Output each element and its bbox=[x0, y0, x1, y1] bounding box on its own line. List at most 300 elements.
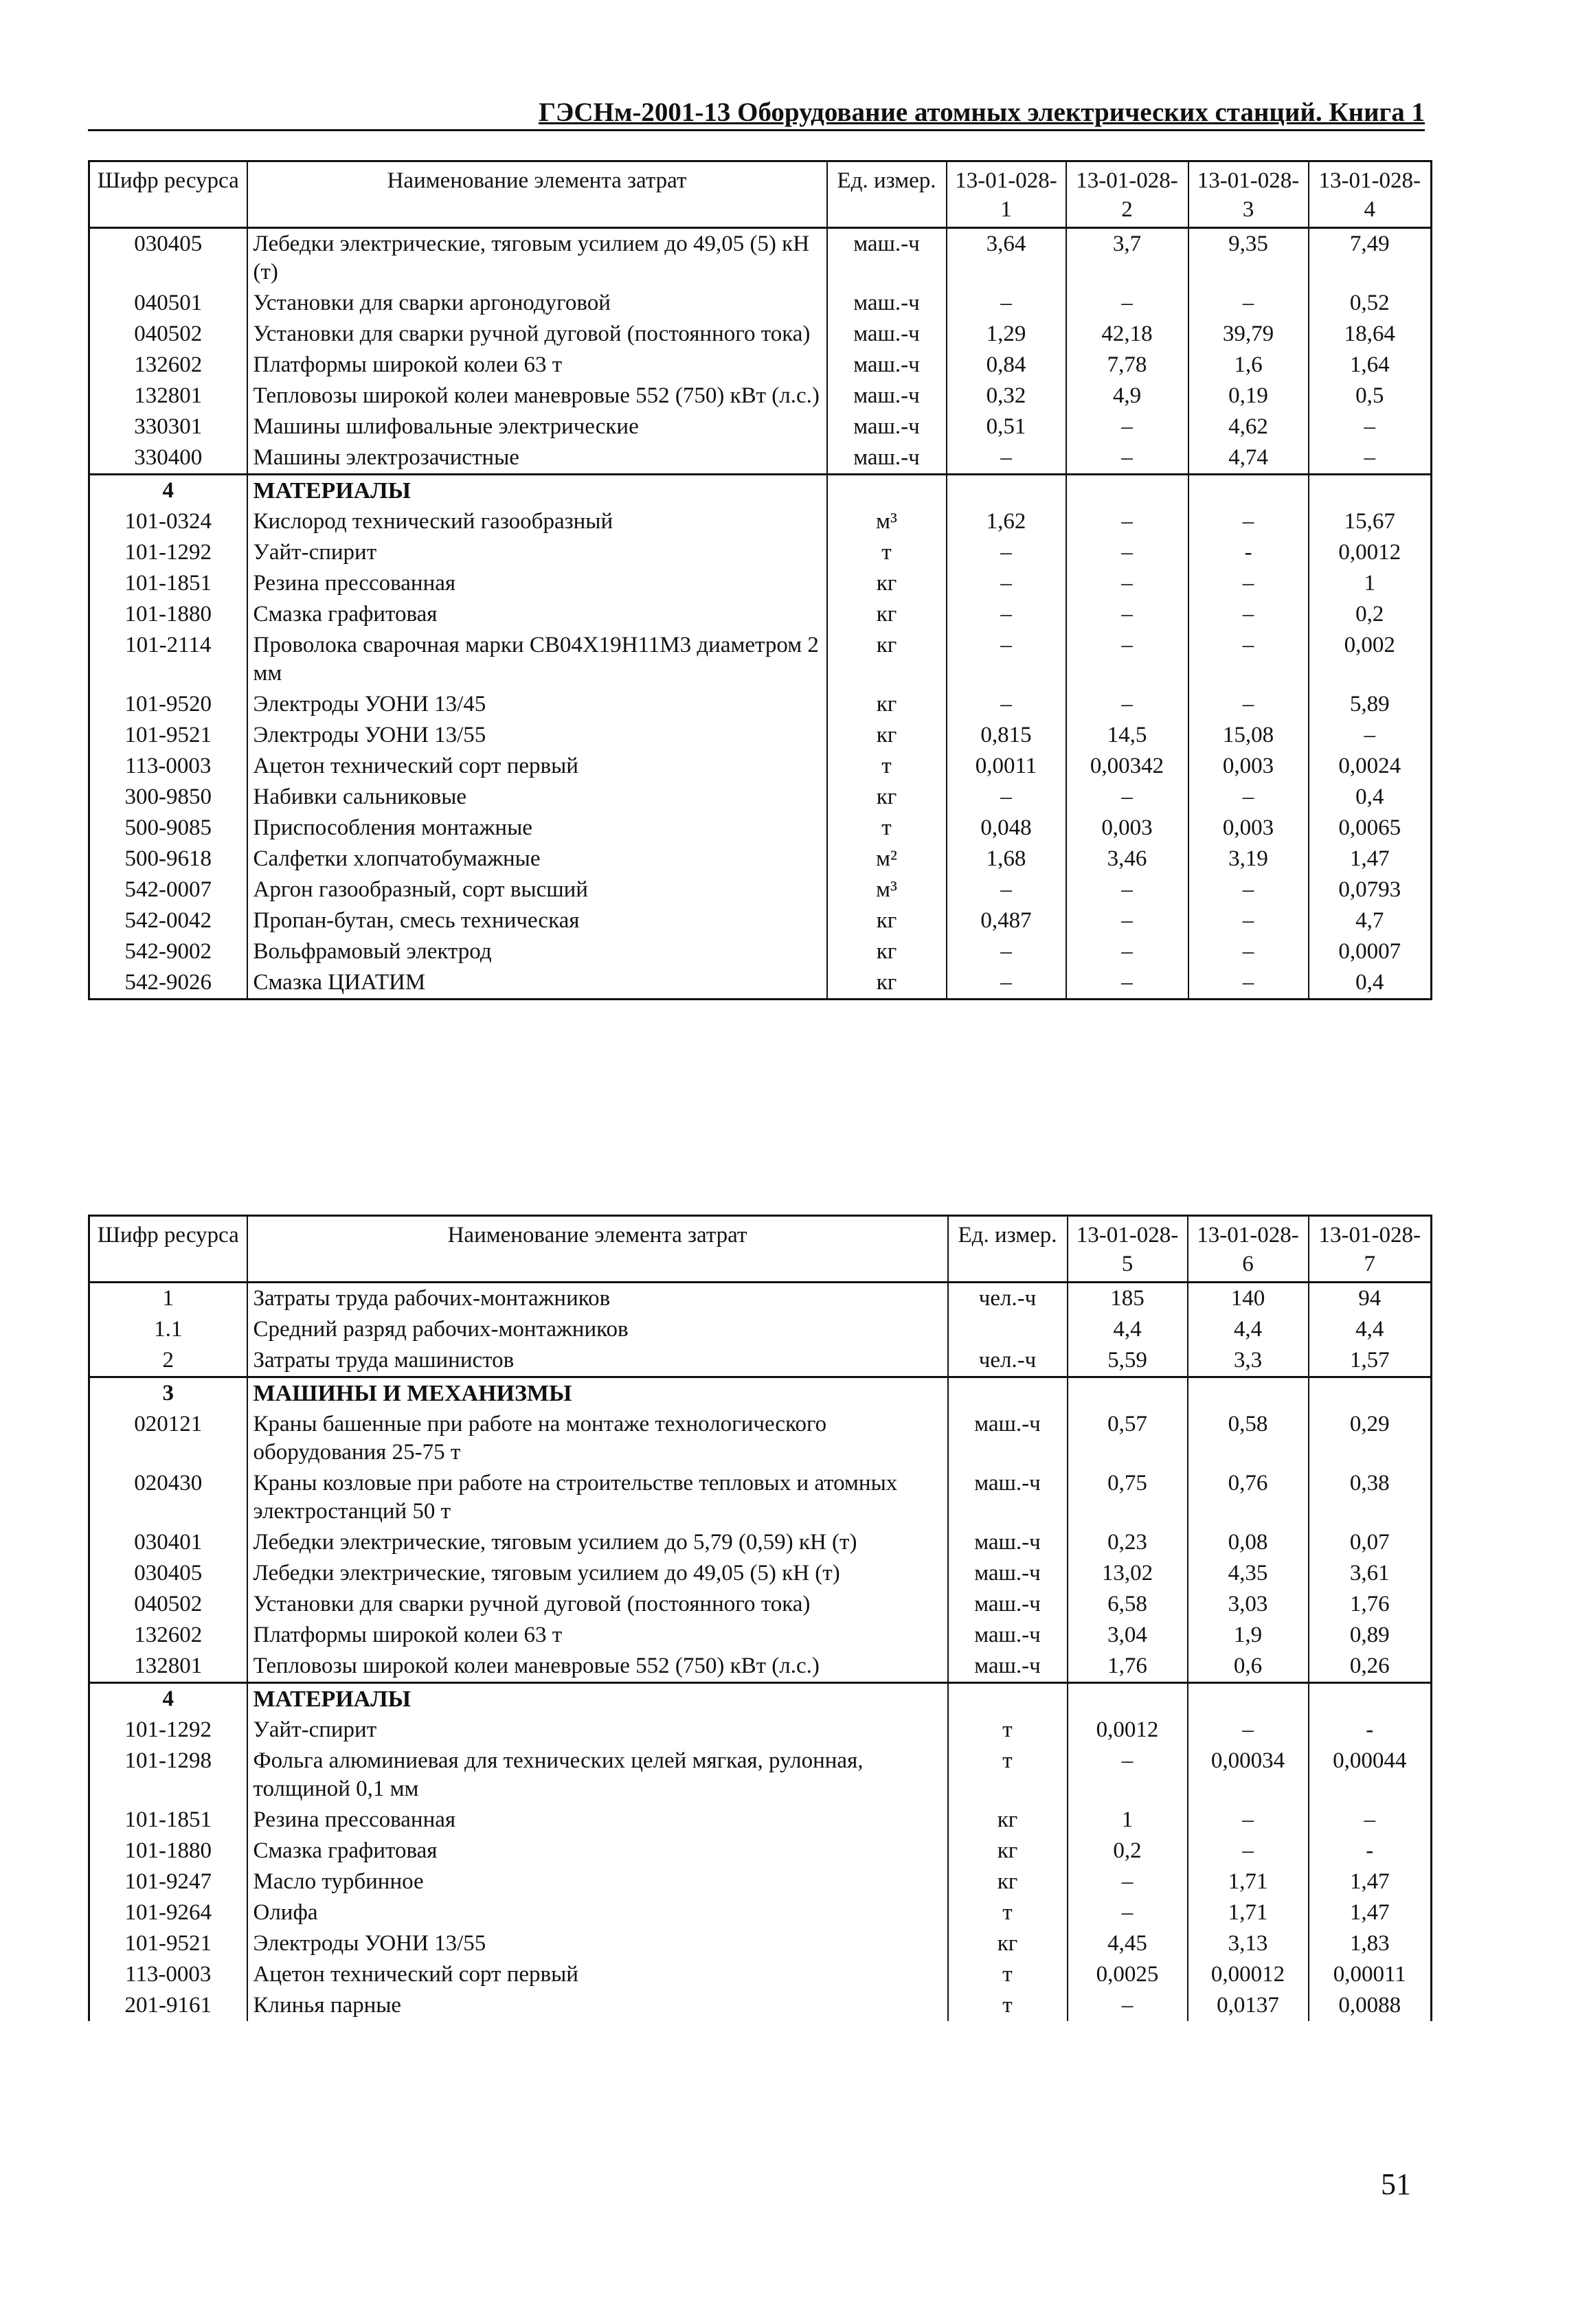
cell-unit: м³ bbox=[827, 875, 947, 905]
cell-unit bbox=[948, 1314, 1068, 1345]
table-row bbox=[89, 442, 1432, 475]
cell-name: Электроды УОНИ 13/55 bbox=[247, 1928, 948, 1959]
cell-value: – bbox=[1066, 599, 1188, 630]
cell-code: 132801 bbox=[134, 383, 203, 408]
cell-value: – bbox=[1188, 506, 1309, 537]
cell-code: 201-9161 bbox=[124, 1993, 212, 2018]
cell-value: – bbox=[947, 967, 1066, 1000]
cell-code: 542-9026 bbox=[124, 970, 212, 995]
cell-value: 13,02 bbox=[1068, 1558, 1188, 1589]
cell-unit: кг bbox=[948, 1866, 1068, 1897]
table-header-row bbox=[89, 1216, 1432, 1283]
cell-code: 020430 bbox=[134, 1471, 203, 1496]
cell-value: 0,048 bbox=[947, 813, 1066, 844]
cell-value: – bbox=[1066, 568, 1188, 599]
cell-value: 0,0011 bbox=[947, 751, 1066, 782]
table-row bbox=[89, 1897, 1432, 1928]
cell-value: 9,35 bbox=[1188, 228, 1309, 289]
cell-value: – bbox=[1066, 288, 1188, 319]
section-title: МАТЕРИАЛЫ bbox=[247, 1683, 948, 1715]
cell-code: 330301 bbox=[134, 414, 203, 439]
cell-value: 0,2 bbox=[1068, 1836, 1188, 1866]
cell-name: Набивки сальниковые bbox=[247, 782, 827, 813]
cell-code: 030401 bbox=[134, 1530, 203, 1555]
cell-value: 0,89 bbox=[1309, 1620, 1432, 1651]
cell-value: 0,6 bbox=[1188, 1651, 1309, 1683]
cell-code: 101-1292 bbox=[124, 1717, 212, 1742]
cell-value: 0,0024 bbox=[1309, 751, 1432, 782]
cell-value: 4,62 bbox=[1188, 411, 1309, 442]
cell-value: 3,13 bbox=[1188, 1928, 1309, 1959]
cell-value: 0,002 bbox=[1309, 630, 1432, 689]
table-row bbox=[89, 1928, 1432, 1959]
cell-code: 040502 bbox=[134, 1592, 203, 1616]
table-row bbox=[89, 568, 1432, 599]
table-row bbox=[89, 599, 1432, 630]
cell-name: Лебедки электрические, тяговым усилием до 49,05 (5) кН (т) bbox=[247, 228, 827, 289]
header-code: Шифр ресурса bbox=[89, 161, 247, 228]
cell-code: 101-1880 bbox=[124, 602, 212, 627]
cell-code: 040502 bbox=[134, 321, 203, 346]
empty-cell bbox=[948, 1377, 1068, 1410]
cell-value: 7,49 bbox=[1309, 228, 1432, 289]
table-row bbox=[89, 630, 1432, 689]
cell-unit: чел.-ч bbox=[948, 1283, 1068, 1315]
cell-unit: т bbox=[948, 1746, 1068, 1805]
cell-name: Электроды УОНИ 13/45 bbox=[247, 689, 827, 720]
table-row bbox=[89, 844, 1432, 875]
cell-value: 0,0065 bbox=[1309, 813, 1432, 844]
section-code: 4 bbox=[89, 1683, 247, 1715]
header-col-3: 13-01-028-3 bbox=[1188, 161, 1309, 228]
cell-value: - bbox=[1188, 537, 1309, 568]
cell-value: 42,18 bbox=[1066, 319, 1188, 350]
cell-value: – bbox=[947, 442, 1066, 475]
table-row bbox=[89, 288, 1432, 319]
cell-unit: кг bbox=[827, 689, 947, 720]
table-row bbox=[89, 967, 1432, 1000]
section-row bbox=[89, 1377, 1432, 1410]
cell-value: – bbox=[1188, 599, 1309, 630]
cell-value: 1,62 bbox=[947, 506, 1066, 537]
cell-value: – bbox=[947, 689, 1066, 720]
table-row bbox=[89, 411, 1432, 442]
cell-unit: маш.-ч bbox=[948, 1468, 1068, 1527]
table-row bbox=[89, 1990, 1432, 2021]
header-col-3: 13-01-028-7 bbox=[1309, 1216, 1432, 1283]
table-row bbox=[89, 1805, 1432, 1836]
cell-name: Тепловозы широкой колеи маневровые 552 (750) кВт (л.с.) bbox=[247, 381, 827, 411]
cell-unit: маш.-ч bbox=[948, 1651, 1068, 1683]
table-row bbox=[89, 1715, 1432, 1746]
cell-code: 020121 bbox=[134, 1412, 203, 1436]
page-number: 51 bbox=[1381, 2167, 1411, 2201]
empty-cell bbox=[1188, 1683, 1309, 1715]
cell-value: 0,0012 bbox=[1068, 1715, 1188, 1746]
cell-name: Установки для сварки ручной дуговой (постоянного тока) bbox=[247, 1589, 948, 1620]
cell-value: 0,00012 bbox=[1188, 1959, 1309, 1990]
section-row bbox=[89, 475, 1432, 507]
cell-unit: маш.-ч bbox=[948, 1527, 1068, 1558]
cell-value: – bbox=[1066, 905, 1188, 936]
cell-value: – bbox=[1066, 936, 1188, 967]
cell-value: 0,32 bbox=[947, 381, 1066, 411]
cell-value: 3,46 bbox=[1066, 844, 1188, 875]
cell-value: 3,64 bbox=[947, 228, 1066, 289]
cell-value: 4,9 bbox=[1066, 381, 1188, 411]
cell-name: Фольга алюминиевая для технических целей мягкая, рулонная, толщиной 0,1 мм bbox=[247, 1746, 948, 1805]
cell-value: 0,00044 bbox=[1309, 1746, 1432, 1805]
cell-name: Уайт-спирит bbox=[247, 537, 827, 568]
header-unit: Ед. измер. bbox=[827, 161, 947, 228]
cell-value: – bbox=[1188, 1805, 1309, 1836]
cell-value: 1,68 bbox=[947, 844, 1066, 875]
cell-value: – bbox=[1188, 782, 1309, 813]
cell-name: Затраты труда машинистов bbox=[247, 1345, 948, 1377]
cell-name: Ацетон технический сорт первый bbox=[247, 751, 827, 782]
cell-value: 1,71 bbox=[1188, 1866, 1309, 1897]
cell-unit: кг bbox=[827, 936, 947, 967]
section-code: 3 bbox=[89, 1377, 247, 1410]
cell-value: 7,78 bbox=[1066, 350, 1188, 381]
cell-value: 5,59 bbox=[1068, 1345, 1188, 1377]
cell-code: 101-1292 bbox=[124, 540, 212, 565]
cell-name: Пропан-бутан, смесь техническая bbox=[247, 905, 827, 936]
cell-value: – bbox=[947, 782, 1066, 813]
cell-code: 542-0007 bbox=[124, 877, 212, 902]
header-col-4: 13-01-028-4 bbox=[1309, 161, 1432, 228]
page-header: ГЭСНм-2001-13 Оборудование атомных электрических станций. Книга 1 bbox=[88, 98, 1425, 131]
cell-value: 0,0793 bbox=[1309, 875, 1432, 905]
cell-unit: т bbox=[827, 537, 947, 568]
cell-value: 6,58 bbox=[1068, 1589, 1188, 1620]
section-row bbox=[89, 1683, 1432, 1715]
cell-unit: маш.-ч bbox=[948, 1558, 1068, 1589]
cell-code: 101-2114 bbox=[125, 633, 212, 657]
cell-code: 113-0003 bbox=[125, 754, 212, 778]
cell-value: 0,4 bbox=[1309, 967, 1432, 1000]
cell-value: 1,71 bbox=[1188, 1897, 1309, 1928]
cell-name: Резина прессованная bbox=[247, 568, 827, 599]
cell-value: 0,5 bbox=[1309, 381, 1432, 411]
cell-value: 1,76 bbox=[1309, 1589, 1432, 1620]
cell-unit: кг bbox=[948, 1928, 1068, 1959]
section-title: МАШИНЫ И МЕХАНИЗМЫ bbox=[247, 1377, 948, 1410]
cell-unit: чел.-ч bbox=[948, 1345, 1068, 1377]
cell-value: 1,57 bbox=[1309, 1345, 1432, 1377]
header-unit: Ед. измер. bbox=[948, 1216, 1068, 1283]
cell-value: 0,487 bbox=[947, 905, 1066, 936]
cell-value: – bbox=[1068, 1897, 1188, 1928]
cell-value: – bbox=[1188, 905, 1309, 936]
cell-value: 1,83 bbox=[1309, 1928, 1432, 1959]
cell-code: 030405 bbox=[134, 1561, 203, 1586]
table-row bbox=[89, 506, 1432, 537]
cell-value: – bbox=[1066, 875, 1188, 905]
empty-cell bbox=[947, 475, 1066, 507]
cell-code: 132602 bbox=[134, 352, 203, 377]
cell-value: – bbox=[947, 599, 1066, 630]
cell-value: 94 bbox=[1309, 1283, 1432, 1315]
table-row bbox=[89, 751, 1432, 782]
cell-value: 3,19 bbox=[1188, 844, 1309, 875]
cell-name: Приспособления монтажные bbox=[247, 813, 827, 844]
header-col-2: 13-01-028-2 bbox=[1066, 161, 1188, 228]
cell-value: 0,0088 bbox=[1309, 1990, 1432, 2021]
cell-code: 542-9002 bbox=[124, 939, 212, 964]
cell-value: – bbox=[1188, 630, 1309, 689]
cell-value: 0,2 bbox=[1309, 599, 1432, 630]
table-row bbox=[89, 1314, 1432, 1345]
cell-code: 030405 bbox=[134, 232, 203, 256]
table-row bbox=[89, 813, 1432, 844]
resource-table-2 bbox=[88, 1215, 1432, 2021]
table-row bbox=[89, 1836, 1432, 1866]
cell-value: – bbox=[1188, 288, 1309, 319]
cell-value: 0,00034 bbox=[1188, 1746, 1309, 1805]
cell-value: 0,58 bbox=[1188, 1409, 1309, 1468]
cell-value: – bbox=[947, 537, 1066, 568]
cell-value: 0,51 bbox=[947, 411, 1066, 442]
cell-value: – bbox=[1066, 411, 1188, 442]
cell-name: Кислород технический газообразный bbox=[247, 506, 827, 537]
cell-value: – bbox=[1066, 967, 1188, 1000]
cell-code: 500-9085 bbox=[124, 815, 212, 840]
empty-cell bbox=[1309, 1683, 1432, 1715]
table-row bbox=[89, 1746, 1432, 1805]
cell-value: – bbox=[1188, 1836, 1309, 1866]
table-row bbox=[89, 1866, 1432, 1897]
cell-value: 1,9 bbox=[1188, 1620, 1309, 1651]
cell-code: 542-0042 bbox=[124, 908, 212, 933]
header-col-2: 13-01-028-6 bbox=[1188, 1216, 1309, 1283]
cell-value: – bbox=[1188, 568, 1309, 599]
header-col-1: 13-01-028-1 bbox=[947, 161, 1066, 228]
cell-value: – bbox=[1188, 1715, 1309, 1746]
cell-unit: кг bbox=[827, 568, 947, 599]
cell-unit: кг bbox=[827, 599, 947, 630]
cell-value: 0,07 bbox=[1309, 1527, 1432, 1558]
cell-code: 300-9850 bbox=[124, 785, 212, 809]
cell-unit: кг bbox=[827, 630, 947, 689]
table-row bbox=[89, 1589, 1432, 1620]
empty-cell bbox=[1309, 1377, 1432, 1410]
cell-name: Уайт-спирит bbox=[247, 1715, 948, 1746]
table-row bbox=[89, 381, 1432, 411]
cell-value: – bbox=[947, 630, 1066, 689]
table-row bbox=[89, 1527, 1432, 1558]
cell-name: Краны башенные при работе на монтаже технологического оборудования 25-75 т bbox=[247, 1409, 948, 1468]
cell-name: Лебедки электрические, тяговым усилием до 5,79 (0,59) кН (т) bbox=[247, 1527, 948, 1558]
cell-name: Платформы широкой колеи 63 т bbox=[247, 350, 827, 381]
cell-code: 040501 bbox=[134, 291, 203, 315]
table-row bbox=[89, 905, 1432, 936]
cell-name: Масло турбинное bbox=[247, 1866, 948, 1897]
cell-value: – bbox=[1068, 1866, 1188, 1897]
cell-value: 4,4 bbox=[1068, 1314, 1188, 1345]
cell-value: 3,61 bbox=[1309, 1558, 1432, 1589]
cell-name: Тепловозы широкой колеи маневровые 552 (750) кВт (л.с.) bbox=[247, 1651, 948, 1683]
cell-value: – bbox=[1066, 537, 1188, 568]
cell-value: – bbox=[947, 875, 1066, 905]
empty-cell bbox=[1068, 1683, 1188, 1715]
cell-value: 0,26 bbox=[1309, 1651, 1432, 1683]
cell-unit: т bbox=[948, 1959, 1068, 1990]
cell-value: - bbox=[1309, 1836, 1432, 1866]
section-code: 4 bbox=[89, 475, 247, 507]
empty-cell bbox=[1309, 475, 1432, 507]
cell-value: 0,19 bbox=[1188, 381, 1309, 411]
cell-value: 3,03 bbox=[1188, 1589, 1309, 1620]
cell-code: 101-1880 bbox=[124, 1838, 212, 1863]
cell-code: 101-9521 bbox=[124, 723, 212, 747]
cell-value: – bbox=[1309, 442, 1432, 475]
empty-cell bbox=[827, 475, 947, 507]
cell-value: 140 bbox=[1188, 1283, 1309, 1315]
cell-value: 0,38 bbox=[1309, 1468, 1432, 1527]
table-row bbox=[89, 936, 1432, 967]
cell-value: 15,67 bbox=[1309, 506, 1432, 537]
cell-value: 0,75 bbox=[1068, 1468, 1188, 1527]
cell-value: – bbox=[1188, 689, 1309, 720]
cell-code: 2 bbox=[162, 1348, 174, 1373]
cell-name: Смазка ЦИАТИМ bbox=[247, 967, 827, 1000]
cell-code: 1.1 bbox=[154, 1317, 183, 1342]
table-row bbox=[89, 1283, 1432, 1315]
cell-name: Платформы широкой колеи 63 т bbox=[247, 1620, 948, 1651]
empty-cell bbox=[1068, 1377, 1188, 1410]
cell-unit: кг bbox=[827, 967, 947, 1000]
table-row bbox=[89, 537, 1432, 568]
cell-code: 132801 bbox=[134, 1654, 203, 1678]
cell-value: 0,57 bbox=[1068, 1409, 1188, 1468]
cell-value: – bbox=[1309, 411, 1432, 442]
cell-value: 0,00342 bbox=[1066, 751, 1188, 782]
cell-value: – bbox=[1066, 506, 1188, 537]
cell-value: 0,0007 bbox=[1309, 936, 1432, 967]
cell-value: 0,00011 bbox=[1309, 1959, 1432, 1990]
empty-cell bbox=[948, 1683, 1068, 1715]
cell-code: 101-1851 bbox=[124, 1807, 212, 1832]
cell-name: Затраты труда рабочих-монтажников bbox=[247, 1283, 948, 1315]
cell-unit: маш.-ч bbox=[948, 1620, 1068, 1651]
cell-unit: маш.-ч bbox=[827, 228, 947, 289]
table-header-row bbox=[89, 161, 1432, 228]
cell-value: 1,6 bbox=[1188, 350, 1309, 381]
cell-code: 113-0003 bbox=[125, 1962, 212, 1987]
cell-name: Проволока сварочная марки СВ04Х19Н11М3 диаметром 2 мм bbox=[247, 630, 827, 689]
cell-unit: т bbox=[948, 1897, 1068, 1928]
cell-value: 1,76 bbox=[1068, 1651, 1188, 1683]
cell-value: 5,89 bbox=[1309, 689, 1432, 720]
cell-value: – bbox=[1309, 720, 1432, 751]
cell-unit: кг bbox=[827, 905, 947, 936]
cell-name: Электроды УОНИ 13/55 bbox=[247, 720, 827, 751]
cell-unit: маш.-ч bbox=[827, 411, 947, 442]
empty-cell bbox=[1188, 475, 1309, 507]
cell-value: 1,47 bbox=[1309, 1897, 1432, 1928]
cell-value: 0,0012 bbox=[1309, 537, 1432, 568]
cell-code: 101-9521 bbox=[124, 1931, 212, 1956]
cell-name: Аргон газообразный, сорт высший bbox=[247, 875, 827, 905]
cell-value: – bbox=[1068, 1746, 1188, 1805]
cell-value: – bbox=[1188, 936, 1309, 967]
cell-code: 101-1298 bbox=[124, 1748, 212, 1773]
cell-unit: маш.-ч bbox=[827, 319, 947, 350]
cell-value: 4,35 bbox=[1188, 1558, 1309, 1589]
cell-value: 1,64 bbox=[1309, 350, 1432, 381]
cell-name: Вольфрамовый электрод bbox=[247, 936, 827, 967]
cell-name: Лебедки электрические, тяговым усилием до 49,05 (5) кН (т) bbox=[247, 1558, 948, 1589]
cell-value: – bbox=[1188, 967, 1309, 1000]
cell-code: 500-9618 bbox=[124, 846, 212, 871]
cell-unit: м² bbox=[827, 844, 947, 875]
table-row bbox=[89, 1468, 1432, 1527]
cell-value: 1,47 bbox=[1309, 844, 1432, 875]
header-name: Наименование элемента затрат bbox=[247, 161, 827, 228]
cell-value: 0,0137 bbox=[1188, 1990, 1309, 2021]
cell-value: 0,003 bbox=[1066, 813, 1188, 844]
empty-cell bbox=[1188, 1377, 1309, 1410]
cell-code: 330400 bbox=[134, 445, 203, 470]
cell-name: Ацетон технический сорт первый bbox=[247, 1959, 948, 1990]
table-row bbox=[89, 689, 1432, 720]
cell-value: 39,79 bbox=[1188, 319, 1309, 350]
cell-value: 0,23 bbox=[1068, 1527, 1188, 1558]
header-code: Шифр ресурса bbox=[89, 1216, 247, 1283]
cell-name: Клинья парные bbox=[247, 1990, 948, 2021]
cell-value: – bbox=[1309, 1805, 1432, 1836]
section-title: МАТЕРИАЛЫ bbox=[247, 475, 827, 507]
cell-code: 101-9247 bbox=[124, 1869, 212, 1894]
cell-value: – bbox=[1066, 630, 1188, 689]
cell-value: – bbox=[947, 936, 1066, 967]
cell-code: 101-9520 bbox=[124, 692, 212, 717]
cell-name: Средний разряд рабочих-монтажников bbox=[247, 1314, 948, 1345]
cell-value: 0,003 bbox=[1188, 813, 1309, 844]
cell-unit: кг bbox=[948, 1805, 1068, 1836]
table-row bbox=[89, 1409, 1432, 1468]
cell-unit: т bbox=[948, 1715, 1068, 1746]
cell-unit: кг bbox=[948, 1836, 1068, 1866]
cell-value: 18,64 bbox=[1309, 319, 1432, 350]
cell-value: 0,52 bbox=[1309, 288, 1432, 319]
cell-name: Машины шлифовальные электрические bbox=[247, 411, 827, 442]
cell-value: – bbox=[947, 288, 1066, 319]
cell-value: 4,7 bbox=[1309, 905, 1432, 936]
cell-unit: кг bbox=[827, 782, 947, 813]
cell-value: – bbox=[1188, 875, 1309, 905]
table-row bbox=[89, 228, 1432, 289]
cell-name: Установки для сварки аргонодуговой bbox=[247, 288, 827, 319]
cell-value: 4,4 bbox=[1309, 1314, 1432, 1345]
cell-name: Салфетки хлопчатобумажные bbox=[247, 844, 827, 875]
cell-code: 132602 bbox=[134, 1623, 203, 1647]
table-row bbox=[89, 720, 1432, 751]
cell-value: 4,4 bbox=[1188, 1314, 1309, 1345]
cell-unit: т bbox=[827, 751, 947, 782]
cell-name: Смазка графитовая bbox=[247, 599, 827, 630]
cell-value: 4,45 bbox=[1068, 1928, 1188, 1959]
cell-value: 3,7 bbox=[1066, 228, 1188, 289]
cell-unit: маш.-ч bbox=[827, 288, 947, 319]
cell-code: 1 bbox=[162, 1286, 174, 1311]
cell-value: – bbox=[947, 568, 1066, 599]
cell-value: – bbox=[1068, 1990, 1188, 2021]
empty-cell bbox=[1066, 475, 1188, 507]
cell-code: 101-9264 bbox=[124, 1900, 212, 1925]
table-row bbox=[89, 1558, 1432, 1589]
